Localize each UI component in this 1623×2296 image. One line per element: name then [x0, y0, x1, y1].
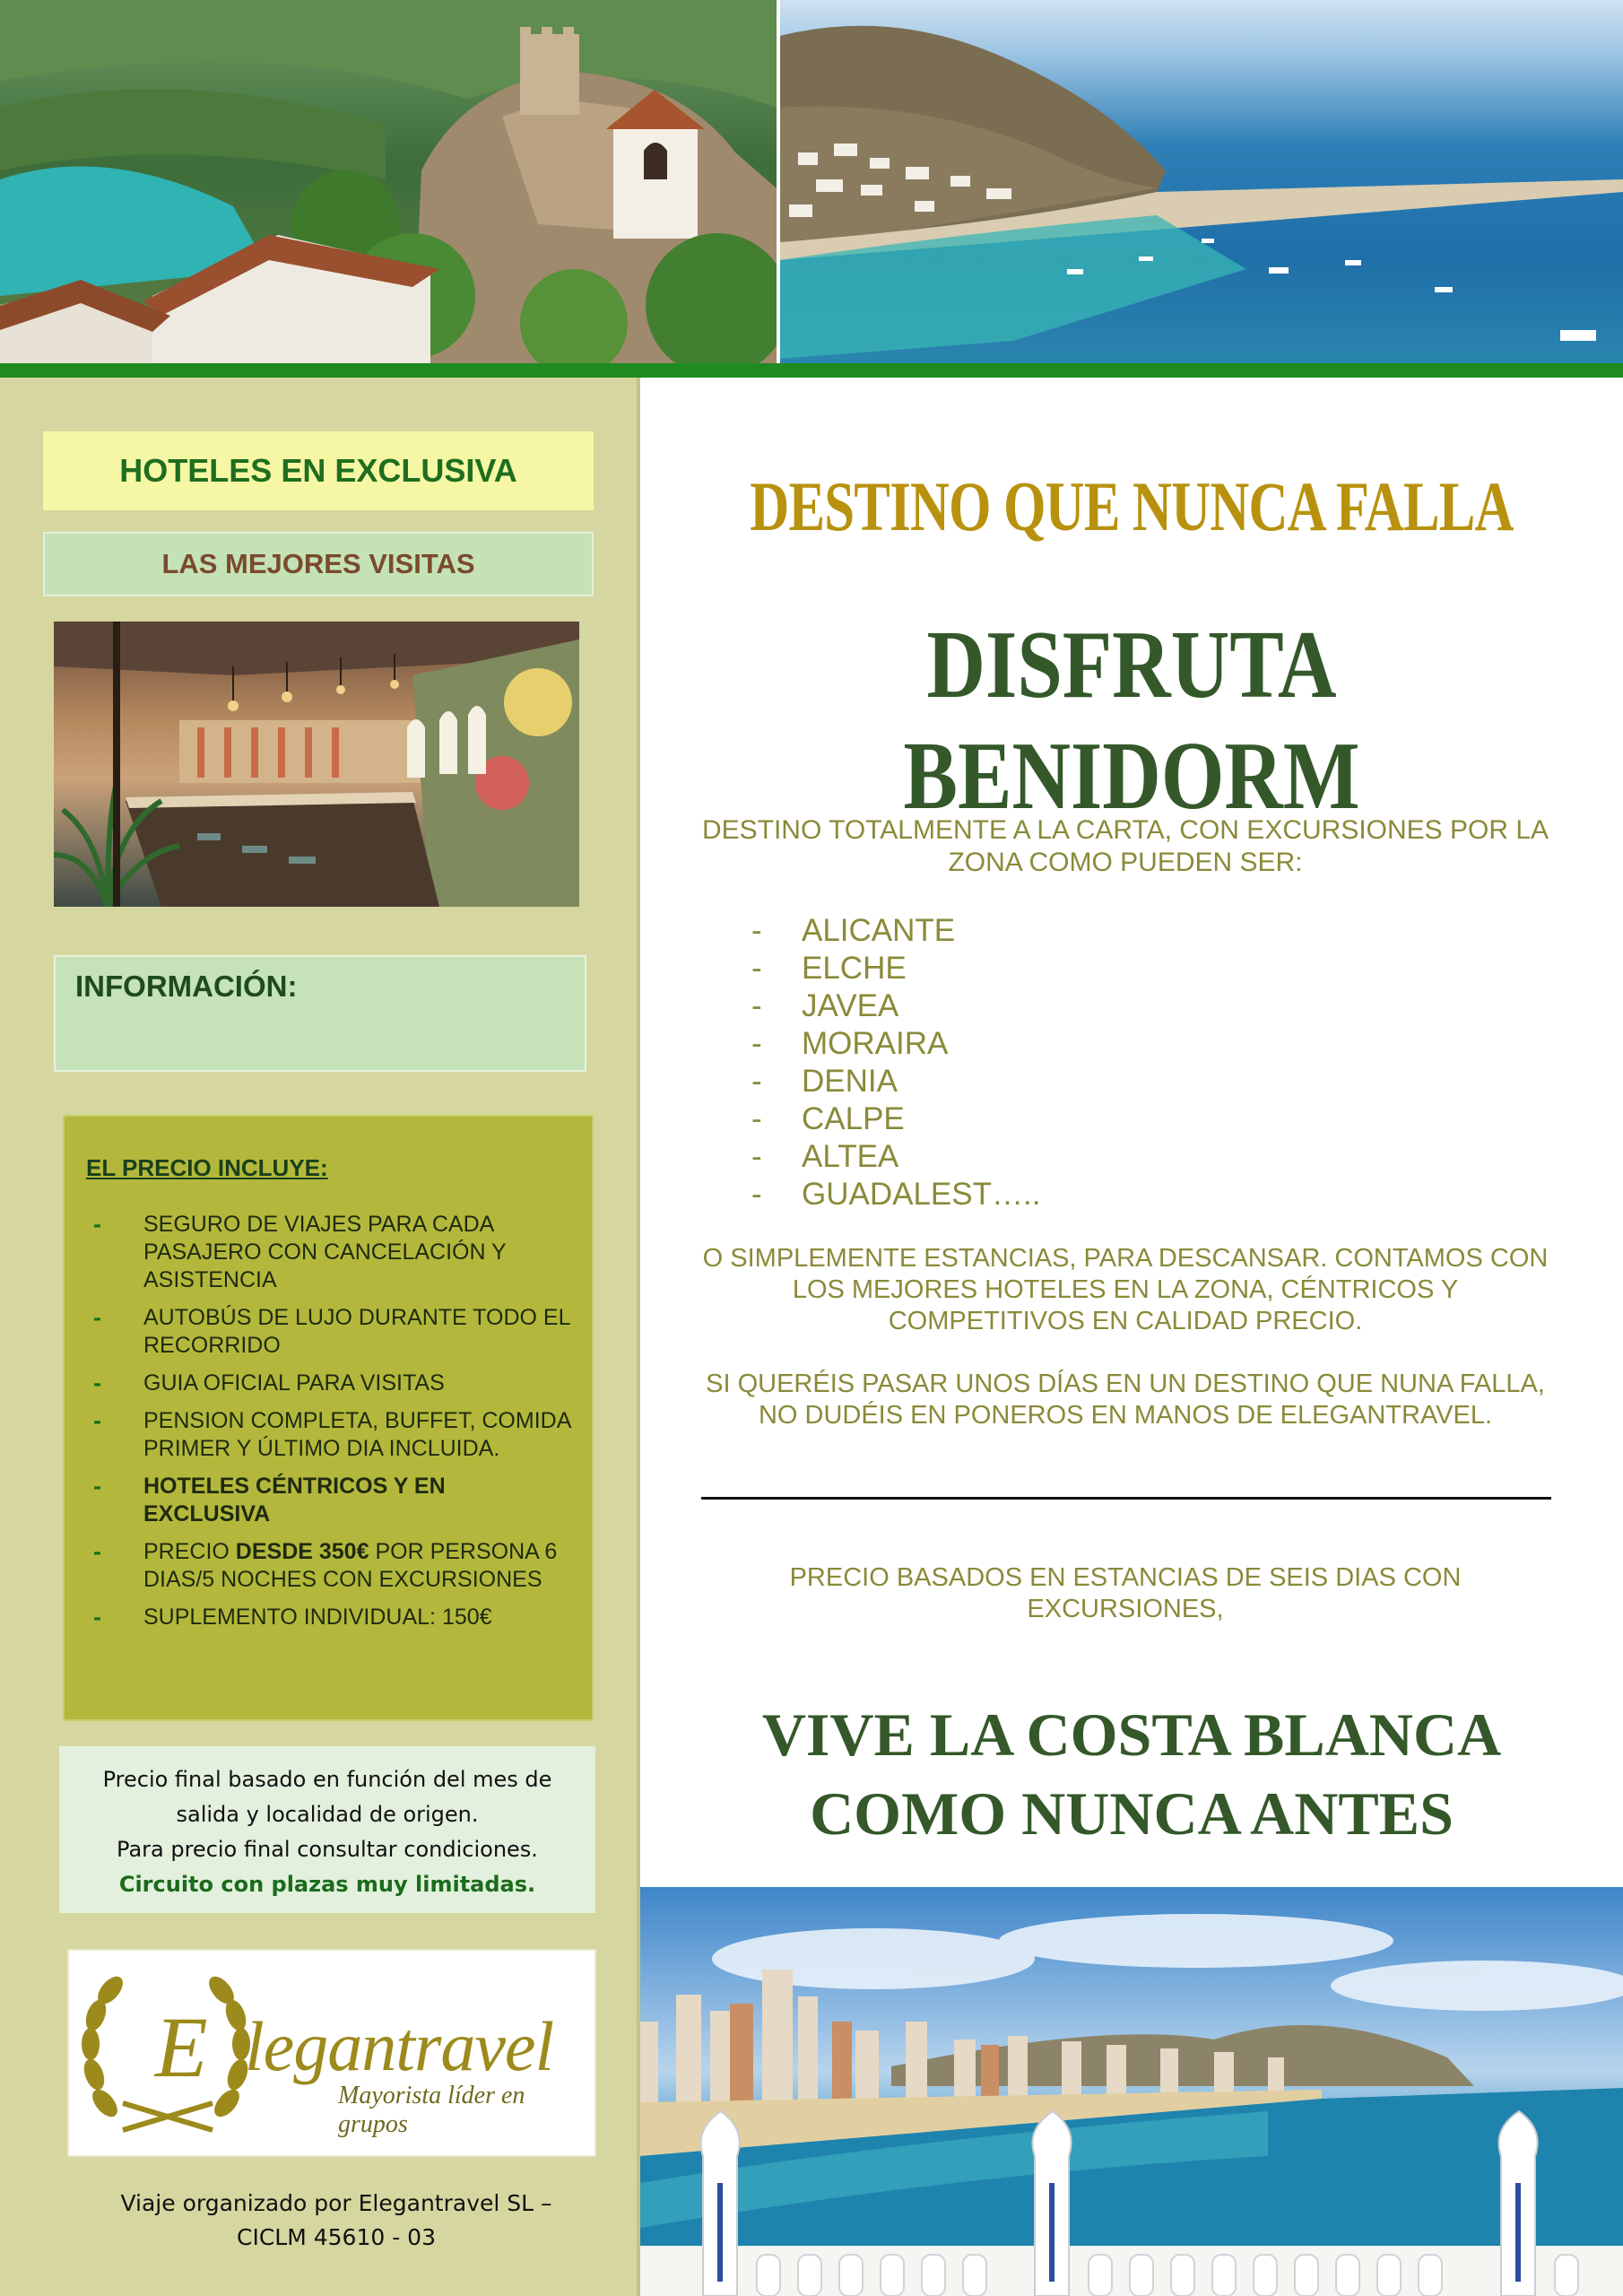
price-note-line: salida y localidad de origen. — [176, 1802, 479, 1827]
list-item — [86, 1211, 572, 1294]
page-title: DISFRUTA BENIDORM — [903, 612, 1360, 830]
list-item: - ELCHE — [751, 950, 1040, 987]
list-item-text: PENSION COMPLETA, BUFFET, COMIDA PRIMER Y ÚLTIMO DIA INCLUIDA. — [143, 1408, 570, 1461]
price-includes-box — [63, 1115, 594, 1721]
price-note-line: Precio final basado en función del mes de — [102, 1767, 552, 1792]
list-item: - JAVEA — [751, 987, 1040, 1025]
hotels-exclusive-label: HOTELES EN EXCLUSIVA — [119, 452, 517, 489]
best-visits-banner — [43, 532, 594, 596]
list-item — [86, 1473, 572, 1528]
stays-paragraph: O SIMPLEMENTE ESTANCIAS, PARA DESCANSAR. CONTAMOS CON LOS MEJORES HOTELES EN LA ZONA, CÉNTRICOS Y COMPETITIVOS EN CALIDAD PRECIO. — [702, 1244, 1549, 1335]
price-note-box — [59, 1746, 595, 1913]
hotels-exclusive-banner — [43, 431, 594, 510]
top-photo-banner — [0, 0, 1623, 366]
bullet-dash-icon: - — [93, 1304, 101, 1331]
bullet-dash-icon: - — [93, 1370, 101, 1396]
information-title: INFORMACIÓN: — [75, 970, 298, 1003]
list-item: - ALICANTE — [751, 912, 1040, 950]
guadalest-castle-photo — [0, 0, 777, 366]
list-item — [86, 1407, 572, 1463]
list-item-supplement — [86, 1604, 572, 1631]
slogan — [640, 1695, 1623, 1853]
list-item: - ALTEA — [751, 1138, 1040, 1176]
information-box — [54, 955, 586, 1072]
headline-tagline: DESTINO QUE NUNCA FALLA — [750, 467, 1514, 545]
organizer-line: Viaje organizado por Elegantravel SL – — [120, 2190, 552, 2216]
intro-text: DESTINO TOTALMENTE A LA CARTA, CON EXCURSIONES POR LA ZONA COMO PUEDEN SER: — [701, 815, 1549, 877]
benidorm-skyline-photo — [640, 1887, 1623, 2296]
logo-name: legantravel — [245, 2007, 554, 2085]
list-item-text: GUIA OFICIAL PARA VISITAS — [143, 1370, 445, 1396]
divider-line — [701, 1497, 1551, 1500]
supplement-text: SUPLEMENTO INDIVIDUAL: 150€ — [143, 1605, 492, 1630]
invite-paragraph: SI QUERÉIS PASAR UNOS DÍAS EN UN DESTINO QUE NUNA FALLA, NO DUDÉIS EN PONEROS EN MANOS DE ELEGANTRAVEL. — [706, 1370, 1545, 1430]
list-item — [86, 1304, 572, 1360]
limited-places-note: Circuito con plazas muy limitadas. — [118, 1872, 536, 1897]
slogan-line: COMO NUNCA ANTES — [810, 1779, 1454, 1848]
organizer-credit — [36, 2187, 637, 2255]
list-item-text: HOTELES CÉNTRICOS Y EN EXCLUSIVA — [143, 1474, 446, 1526]
hotel-bar-photo — [54, 622, 579, 907]
list-item — [86, 1370, 572, 1397]
list-item: - DENIA — [751, 1063, 1040, 1100]
bullet-dash-icon: - — [93, 1211, 101, 1238]
slogan-line: VIVE LA COSTA BLANCA — [761, 1700, 1502, 1769]
list-item-text: SEGURO DE VIAJES PARA CADA PASAJERO CON CANCELACIÓN Y ASISTENCIA — [143, 1212, 507, 1292]
list-item: - MORAIRA — [751, 1025, 1040, 1063]
bullet-dash-icon: - — [93, 1407, 101, 1434]
price-suffix: POR PERSONA 6 DIAS/5 NOCHES CON EXCURSIONES — [143, 1539, 558, 1592]
price-prefix: PRECIO — [143, 1539, 236, 1564]
bullet-dash-icon: - — [93, 1473, 101, 1500]
list-item-text: AUTOBÚS DE LUJO DURANTE TODO EL RECORRIDO — [143, 1305, 570, 1358]
list-item-price — [86, 1538, 572, 1594]
logo-letter: E — [155, 1999, 208, 2095]
list-item: - CALPE — [751, 1100, 1040, 1138]
price-basis-paragraph: PRECIO BASADOS EN ESTANCIAS DE SEIS DIAS CON EXCURSIONES, — [789, 1563, 1462, 1623]
price-includes-list — [86, 1211, 572, 1631]
bullet-dash-icon: - — [93, 1604, 101, 1631]
best-visits-label: LAS MEJORES VISITAS — [161, 548, 475, 579]
elegantravel-logo — [67, 1949, 596, 2157]
price-note-line: Para precio final consultar condiciones. — [117, 1837, 538, 1862]
organizer-license: CICLM 45610 - 03 — [237, 2224, 436, 2250]
bullet-dash-icon: - — [93, 1538, 101, 1565]
moraira-coast-photo — [780, 0, 1623, 366]
accent-bar — [0, 363, 1623, 378]
list-item: - GUADALEST….. — [751, 1176, 1040, 1213]
price-includes-title: EL PRECIO INCLUYE: — [86, 1154, 328, 1181]
destinations-list — [751, 912, 1040, 1213]
logo-tagline: Mayorista líder en grupos — [338, 2082, 525, 2138]
price-highlight: DESDE 350€ — [235, 1539, 369, 1564]
